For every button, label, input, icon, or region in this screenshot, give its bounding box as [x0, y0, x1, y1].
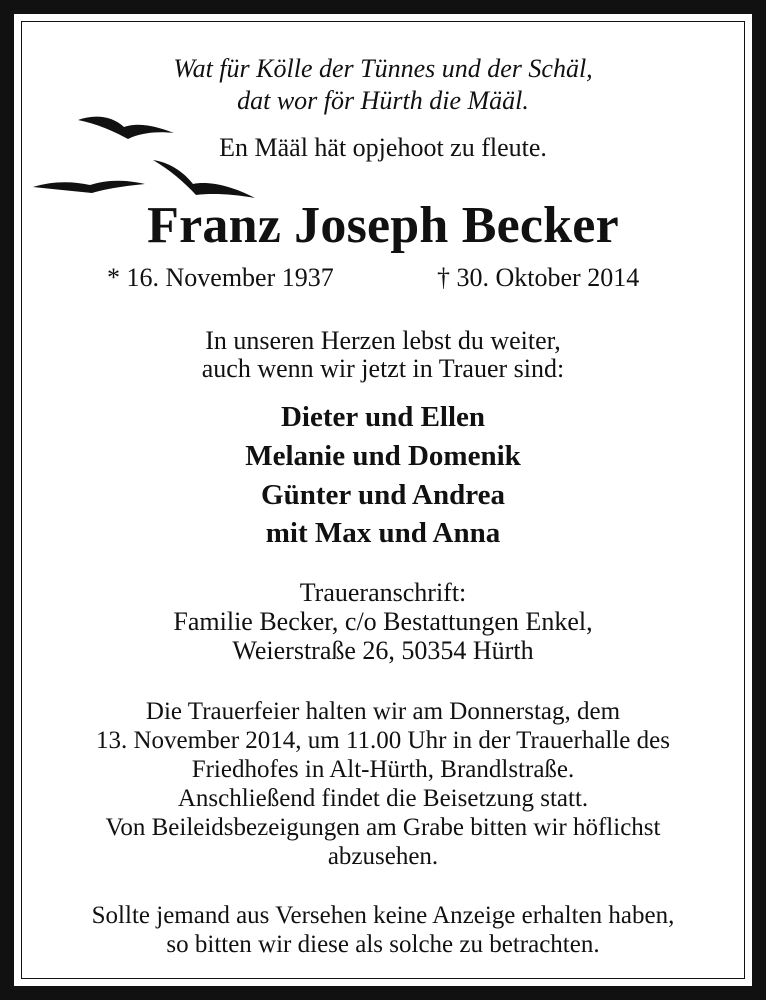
- verse-line-3: En Määl hät opjehoot zu fleute.: [219, 133, 547, 162]
- service-line: Die Trauerfeier halten wir am Donnerstag, dem: [145, 698, 621, 725]
- birth-date: * 16. November 1937: [107, 263, 334, 292]
- service-line: 13. November 2014, um 11.00 Uhr in der Trauerhalle des: [96, 727, 670, 754]
- service-line: Friedhofes in Alt-Hürth, Brandlstraße.: [191, 756, 575, 783]
- service-line: Anschließend findet die Beisetzung statt.: [177, 785, 589, 812]
- deceased-name: Franz Joseph Becker: [147, 197, 619, 254]
- family-line: Günter und Andrea: [261, 479, 505, 511]
- family-line: Dieter und Ellen: [280, 401, 486, 433]
- service-line: abzusehen.: [327, 843, 439, 870]
- family-line: mit Max und Anna: [265, 517, 501, 549]
- verse-line-1: Wat für Kölle der Tünnes und der Schäl,: [173, 54, 593, 83]
- closing-line-1: Sollte jemand aus Versehen keine Anzeige erhalten haben,: [91, 902, 675, 929]
- bird-icon: [153, 160, 255, 198]
- bird-icon: [33, 181, 145, 193]
- closing-line-2: so bitten wir diese als solche zu betrachten.: [166, 931, 600, 958]
- mourning-line-1: In unseren Herzen lebst du weiter,: [205, 326, 561, 355]
- address-line-2: Weierstraße 26, 50354 Hürth: [232, 636, 534, 665]
- mourning-line-2: auch wenn wir jetzt in Trauer sind:: [201, 354, 565, 383]
- address-heading: Traueranschrift:: [299, 578, 467, 607]
- service-line: Von Beileidsbezeigungen am Grabe bitten wir höflichst: [105, 814, 661, 841]
- death-date: † 30. Oktober 2014: [437, 263, 640, 292]
- family-line: Melanie und Domenik: [245, 440, 521, 472]
- verse-line-2: dat wor för Hürth die Määl.: [237, 86, 529, 115]
- address-line-1: Familie Becker, c/o Bestattungen Enkel,: [173, 607, 593, 636]
